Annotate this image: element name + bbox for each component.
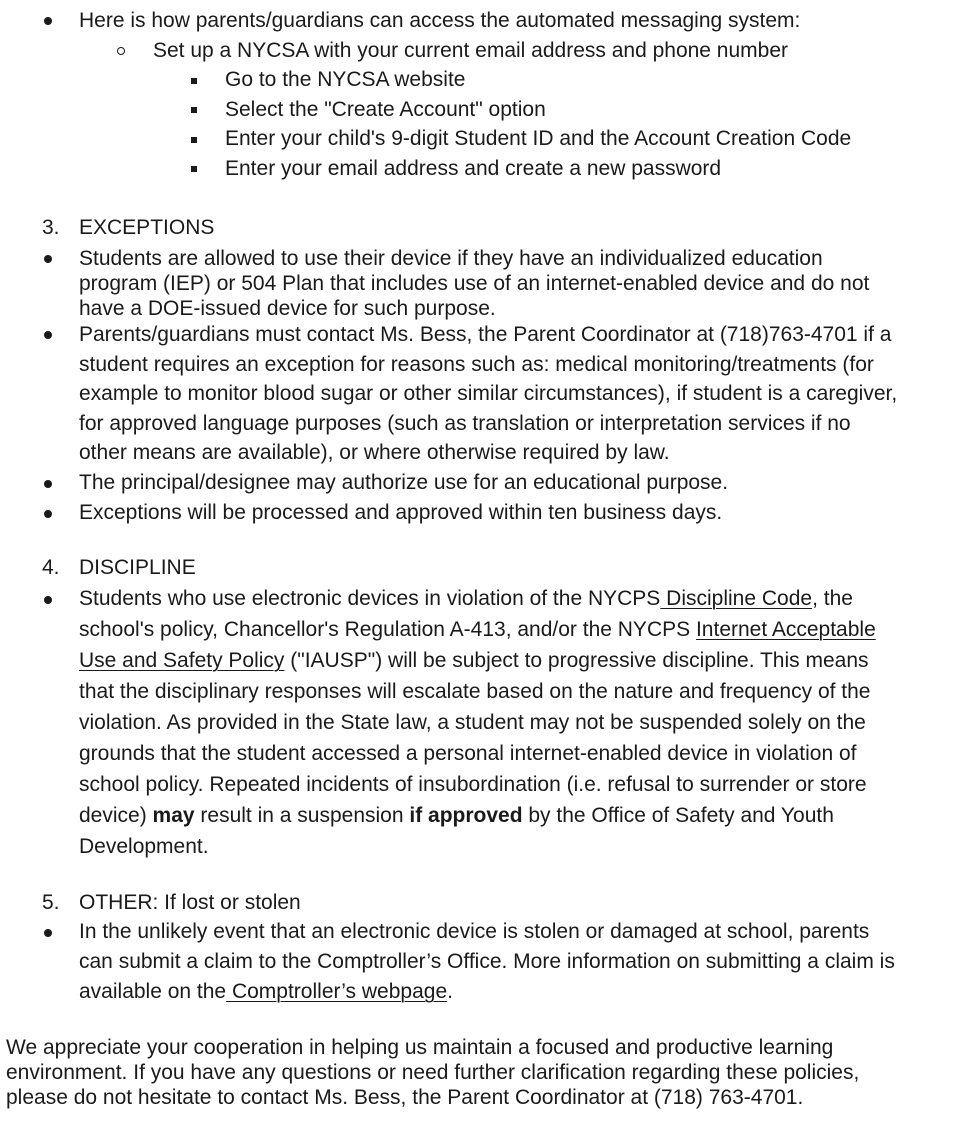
iausp-link[interactable]: Use and Safety Policy [79,649,285,672]
bold-text: if approved [409,804,523,827]
bullet-icon [44,255,52,263]
discipline-text-segment: school's policy, Chancellor's Regulation A-413, and/or the NYCPS [79,618,696,641]
discipline-text: Development. [79,835,209,858]
section-heading-exceptions: EXCEPTIONS [79,216,215,239]
exceptions-text: Exceptions will be processed and approved within ten business days. [79,501,723,524]
section-heading-other: OTHER: If lost or stolen [79,891,301,914]
exceptions-text: The principal/designee may authorize use for an educational purpose. [79,471,729,494]
exceptions-text: other means are available), or where otherwise required by law. [79,441,670,464]
other-text: can submit a claim to the Comptroller’s Office. More information on submitting a claim is [79,950,895,973]
access-step: Enter your child's 9-digit Student ID and the Account Creation Code [225,127,852,150]
bullet-icon [44,480,52,488]
discipline-text [79,804,834,828]
section-number: 5. [42,891,60,914]
square-bullet-icon [191,107,197,113]
section-number: 3. [42,216,60,239]
exceptions-text: example to monitor blood sugar or other similar circumstances), if student is a caregiver, [79,382,898,405]
hollow-bullet-icon [117,47,125,55]
bullet-icon [44,929,52,937]
access-intro: Here is how parents/guardians can access the automated messaging system: [79,9,801,32]
bullet-icon [44,596,52,604]
square-bullet-icon [191,137,197,143]
discipline-code-link[interactable]: Discipline Code [660,587,813,610]
closing-text: please do not hesitate to contact Ms. Bess, the Parent Coordinator at (718) 763-4701. [6,1086,804,1109]
closing-text: We appreciate your cooperation in helping us maintain a focused and productive learning [6,1036,834,1059]
discipline-text [79,649,869,673]
square-bullet-icon [191,166,197,172]
exceptions-text: Parents/guardians must contact Ms. Bess, the Parent Coordinator at (718)763-4701 if a [79,323,892,346]
exceptions-text: have a DOE-issued device for such purpose. [79,297,496,320]
section-heading-discipline: DISCIPLINE [79,556,196,579]
discipline-text: violation. As provided in the State law, a student may not be suspended solely on the [79,711,866,734]
access-step: Select the "Create Account" option [225,98,546,121]
other-text: In the unlikely event that an electronic device is stolen or damaged at school, parents [79,920,870,943]
bullet-icon [44,510,52,518]
discipline-text [79,587,853,611]
access-step: Enter your email address and create a new password [225,157,722,180]
discipline-text: school policy. Repeated incidents of insubordination (i.e. refusal to surrender or store [79,773,867,796]
access-step: Go to the NYCSA website [225,68,466,91]
bullet-icon [44,331,52,339]
access-setup: Set up a NYCSA with your current email address and phone number [153,39,789,62]
closing-text: environment. If you have any questions or need further clarification regarding these policies, [6,1061,860,1084]
discipline-text: grounds that the student accessed a personal internet-enabled device in violation of [79,742,857,765]
discipline-text-segment: result in a suspension [194,804,410,827]
discipline-text: that the disciplinary responses will escalate based on the nature and frequency of the [79,680,871,703]
comptroller-webpage-link[interactable]: Comptroller’s webpage [226,980,448,1003]
exceptions-text: program (IEP) or 504 Plan that includes use of an internet-enabled device and do not [79,272,870,295]
square-bullet-icon [191,78,197,84]
exceptions-text: for approved language purposes (such as translation or interpretation services if no [79,412,851,435]
other-text-segment: available on the [79,980,227,1003]
discipline-text-segment: Students who use electronic devices in violation of the NYCPS [79,587,661,610]
exceptions-text: Students are allowed to use their device if they have an individualized education [79,247,823,270]
bold-text: may [152,804,195,827]
discipline-text-segment: ("IAUSP") will be subject to progressive discipline. This means [284,649,869,672]
bullet-icon [44,17,52,25]
other-text [79,980,453,1004]
discipline-text-segment: , the [812,587,853,610]
discipline-text-segment: by the Office of Safety and Youth [522,804,834,827]
discipline-text-segment: device) [79,804,153,827]
section-number: 4. [42,556,60,579]
iausp-link[interactable]: Internet Acceptable [695,618,876,641]
other-text-segment: . [447,980,453,1003]
discipline-text [79,618,876,642]
exceptions-text: student requires an exception for reasons such as: medical monitoring/treatments (for [79,353,874,376]
